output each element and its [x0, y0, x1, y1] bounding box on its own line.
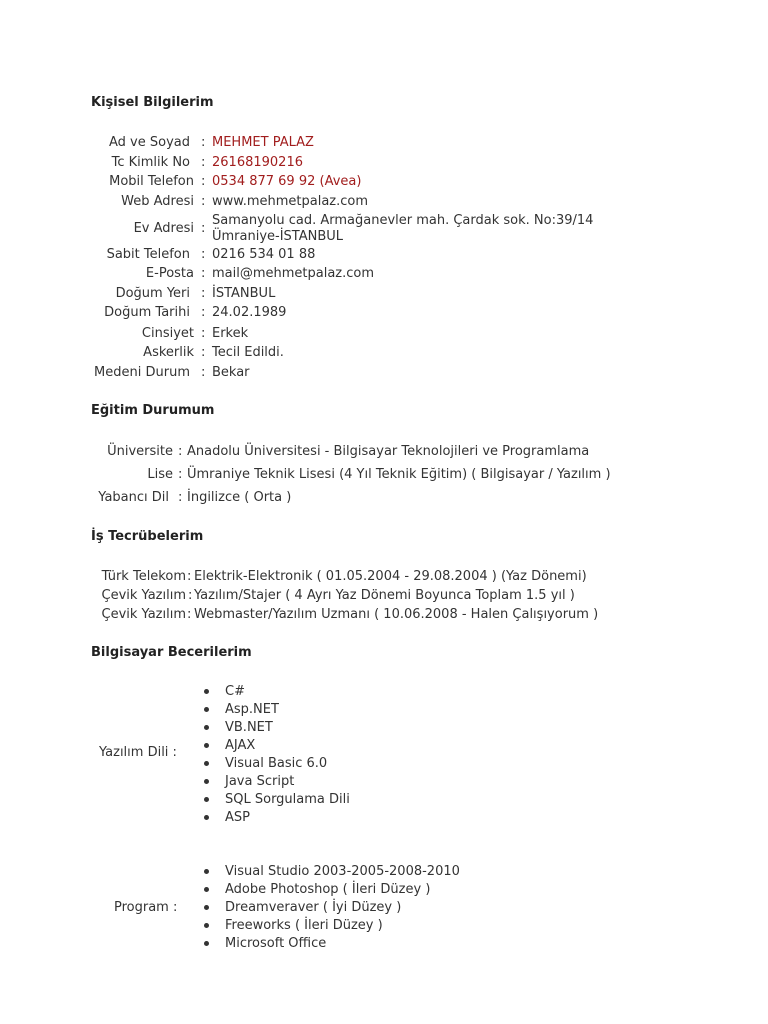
personal-label: Sabit Telefon: [106, 247, 190, 262]
personal-label: Ev Adresi: [133, 221, 194, 236]
list-item: C#: [204, 683, 350, 701]
personal-section-title: Kişisel Bilgilerim: [91, 95, 214, 110]
skills-section-title: Bilgisayar Becerilerim: [91, 645, 252, 660]
colon: :: [201, 247, 206, 262]
education-value: Ümraniye Teknik Lisesi (4 Yıl Teknik Eğitim) ( Bilgisayar / Yazılım ): [187, 467, 611, 482]
programs-label: Program :: [114, 900, 178, 915]
experience-value: Webmaster/Yazılım Uzmanı ( 10.06.2008 - Halen Çalışıyorum ): [194, 607, 599, 622]
colon: :: [188, 588, 193, 603]
personal-label: E-Posta: [145, 266, 194, 281]
list-item: Adobe Photoshop ( İleri Düzey ): [204, 881, 460, 899]
list-item: Visual Basic 6.0: [204, 755, 350, 773]
personal-label: Cinsiyet: [141, 326, 194, 341]
experience-label: Türk Telekom: [101, 569, 186, 584]
education-value: İngilizce ( Orta ): [187, 490, 292, 505]
list-item: Freeworks ( İleri Düzey ): [204, 917, 460, 935]
list-item: Visual Studio 2003-2005-2008-2010: [204, 863, 460, 881]
personal-value: MEHMET PALAZ: [212, 135, 314, 150]
list-item: Asp.NET: [204, 701, 350, 719]
personal-label: Medeni Durum: [94, 365, 190, 380]
colon: :: [201, 194, 206, 209]
personal-value: mail@mehmetpalaz.com: [212, 266, 375, 281]
colon: :: [201, 326, 206, 341]
experience-label: Çevik Yazılım: [101, 607, 186, 622]
personal-value: Tecil Edildi.: [212, 345, 284, 360]
personal-value: 24.02.1989: [212, 305, 287, 320]
colon: :: [178, 490, 183, 505]
list-item: AJAX: [204, 737, 350, 755]
languages-list: [204, 683, 350, 827]
colon: :: [201, 305, 206, 320]
list-item: Dreamveraver ( İyi Düzey ): [204, 899, 460, 917]
colon: :: [201, 365, 206, 380]
personal-label: Doğum Tarihi: [104, 305, 190, 320]
personal-label: Doğum Yeri: [115, 286, 190, 301]
personal-value: Ümraniye-İSTANBUL: [212, 229, 344, 244]
education-label: Yabancı Dil: [98, 490, 169, 505]
experience-value: Yazılım/Stajer ( 4 Ayrı Yaz Dönemi Boyunca Toplam 1.5 yıl ): [194, 588, 575, 603]
personal-value: İSTANBUL: [212, 286, 276, 301]
colon: :: [201, 221, 206, 236]
list-item: Microsoft Office: [204, 935, 460, 953]
programs-list: [204, 863, 460, 953]
personal-value: www.mehmetpalaz.com: [212, 194, 369, 209]
colon: :: [201, 345, 206, 360]
experience-section-title: İş Tecrübelerim: [91, 529, 204, 544]
list-item: ASP: [204, 809, 350, 827]
experience-label: Çevik Yazılım: [101, 588, 186, 603]
colon: :: [201, 286, 206, 301]
colon: :: [178, 444, 183, 459]
personal-value: 26168190216: [212, 155, 303, 170]
personal-value: Erkek: [212, 326, 249, 341]
colon: :: [187, 569, 192, 584]
colon: :: [201, 135, 206, 150]
personal-value: 0216 534 01 88: [212, 247, 316, 262]
education-value: Anadolu Üniversitesi - Bilgisayar Teknolojileri ve Programlama: [187, 444, 590, 459]
colon: :: [178, 467, 183, 482]
list-item: VB.NET: [204, 719, 350, 737]
education-label: Lise: [147, 467, 173, 482]
personal-value: Samanyolu cad. Armağanevler mah. Çardak sok. No:39/14: [212, 213, 594, 228]
education-section-title: Eğitim Durumum: [91, 403, 215, 418]
colon: :: [187, 607, 192, 622]
personal-label: Web Adresi: [121, 194, 194, 209]
colon: :: [201, 155, 206, 170]
list-item: Java Script: [204, 773, 350, 791]
personal-label: Ad ve Soyad: [109, 135, 190, 150]
list-item: SQL Sorgulama Dili: [204, 791, 350, 809]
experience-value: Elektrik-Elektronik ( 01.05.2004 - 29.08.2004 ) (Yaz Dönemi): [194, 569, 587, 584]
personal-label: Askerlik: [143, 345, 194, 360]
colon: :: [201, 174, 206, 189]
education-label: Üniversite: [107, 444, 173, 459]
colon: :: [201, 266, 206, 281]
personal-value: 0534 877 69 92 (Avea): [212, 174, 362, 189]
languages-label: Yazılım Dili :: [99, 745, 177, 760]
personal-value: Bekar: [212, 365, 250, 380]
personal-label: Tc Kimlik No: [111, 155, 190, 170]
personal-label: Mobil Telefon: [109, 174, 194, 189]
